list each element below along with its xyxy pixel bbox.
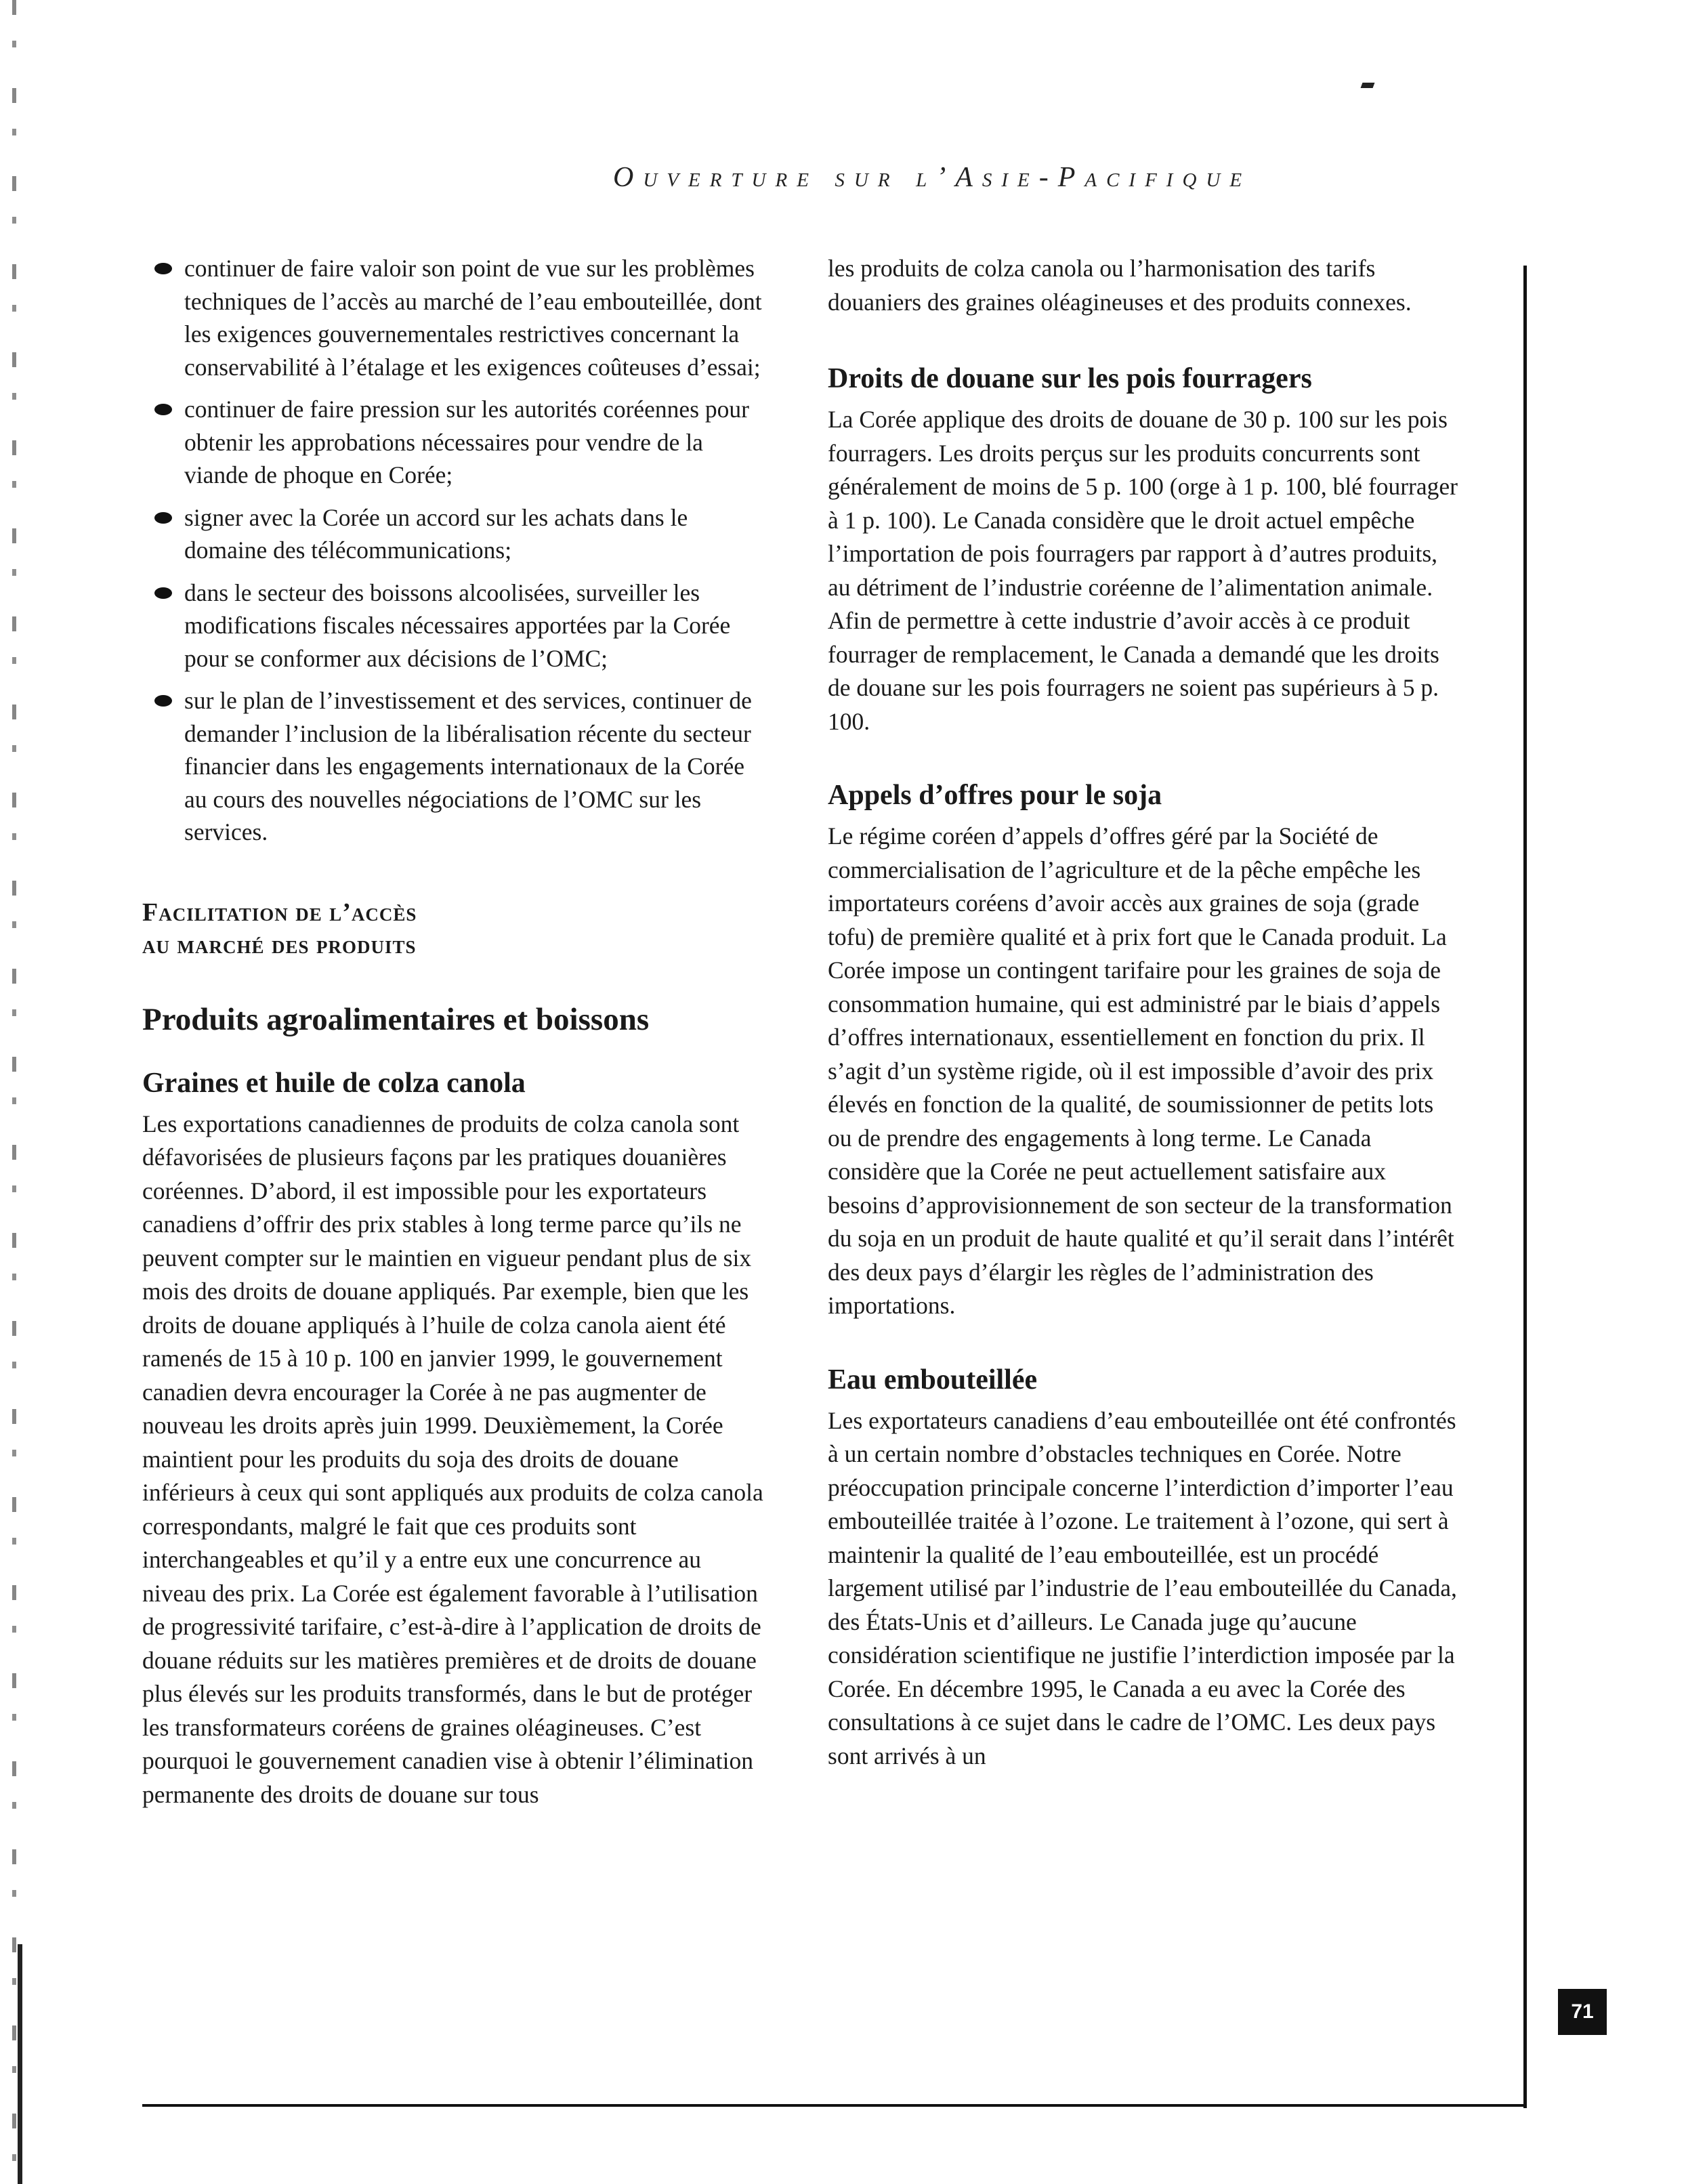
- bottom-rule: [142, 2104, 1527, 2107]
- bullet-icon: [154, 695, 172, 707]
- right-column: [828, 252, 1458, 1773]
- topic-heading: Droits de douane sur les pois fourragers: [828, 363, 1312, 394]
- topic-heading: Appels d’offres pour le soja: [828, 780, 1162, 811]
- vertical-rule: [1523, 266, 1527, 2108]
- section-heading: [142, 896, 765, 961]
- section-heading-line-2: au marché des produits: [142, 930, 417, 959]
- continuation-paragraph: les produits de colza canola ou l’harmonisation des tarifs douaniers des graines oléagineuses et des produits connexes.: [828, 255, 1412, 316]
- body-paragraph: La Corée applique des droits de douane de 30 p. 100 sur les pois fourragers. Les droits perçus sur les produits concurrents sont généralement de moins de 5 p. 100 (orge à 1 p. 100, blé fourrager à 1 p. 100). Le Canada considère que le droit actuel empêche l’importation de pois fourragers par rapport à d’autres produits, au détriment de l’industrie coréenne de l’alimentation animale. Afin de permettre à cette industrie d’avoir accès à ce produit fourrager de remplacement, le Canada a demandé que les droits de douane sur les pois fourragers ne soient pas supérieurs à 5 p. 100.: [828, 406, 1458, 735]
- bullet-icon: [154, 404, 172, 415]
- bullet-icon: [154, 587, 172, 599]
- scan-mark: [1361, 83, 1375, 88]
- subheading: Produits agroalimentaires et boissons: [142, 1001, 650, 1037]
- section-heading-line-1: Facilitation de l’accès: [142, 898, 417, 927]
- page-number: 71: [1558, 1989, 1607, 2035]
- scan-edge-artifact-bottom: [18, 1944, 22, 2184]
- body-paragraph: Le régime coréen d’appels d’offres géré par la Société de commercialisation de l’agriculture et de la pêche empêche les importateurs coréens d’avoir accès aux graines de soja (grade tofu) de première qualité et à prix fort que le Canada produit. La Corée impose un contingent tarifaire pour les graines de soja de consommation humaine, qui est administré par le biais d’appels d’offres internationaux, essentiellement en fonction du prix. Il s’agit d’un système rigide, où il est impossible d’avoir des prix élevés en fonction de la qualité, de soumissionner de petits lots ou de prendre des engagements à long terme. Le Canada considère que la Corée ne peut actuellement satisfaire aux besoins d’approvisionnement de son secteur de la transformation du soja en un produit de haute qualité et qu’il serait dans l’intérêt des deux pays d’élargir les règles de l’administration des importations.: [828, 822, 1454, 1319]
- list-item: dans le secteur des boissons alcoolisées, surveiller les modifications fiscales nécessaires apportées par la Corée pour se conformer aux décisions de l’OMC;: [142, 576, 765, 675]
- list-item: continuer de faire valoir son point de vue sur les problèmes techniques de l’accès au marché de l’eau embouteillée, dont les exigences gouvernementales restrictives concernant la conservabilité à l’étalage et les exigences coûteuses d’essai;: [142, 252, 765, 383]
- left-column: [142, 252, 765, 1811]
- scan-edge-artifact: [12, 0, 16, 2184]
- bullet-icon: [154, 263, 172, 274]
- list-item: signer avec la Corée un accord sur les achats dans le domaine des télécommunications;: [142, 501, 765, 567]
- running-head: Ouverture sur l’Asie-Pacifique: [613, 162, 1252, 193]
- list-item: continuer de faire pression sur les autorités coréennes pour obtenir les approbations nécessaires pour vendre de la viande de phoque en Corée;: [142, 393, 765, 492]
- topic-heading: Graines et huile de colza canola: [142, 1067, 526, 1099]
- topic-heading: Eau embouteillée: [828, 1364, 1038, 1395]
- body-paragraph: Les exportateurs canadiens d’eau embouteillée ont été confrontés à un certain nombre d’obstacles techniques en Corée. Notre préoccupation principale concerne l’interdiction d’importer l’eau embouteillée traitée à l’ozone. Le traitement à l’ozone, qui sert à maintenir la qualité de l’eau embouteillée, est un procédé largement utilisé par l’industrie de l’eau embouteillée du Canada, des États-Unis et d’ailleurs. Le Canada juge qu’aucune considération scientifique ne justifie l’interdiction imposée par la Corée. En décembre 1995, le Canada a eu avec la Corée des consultations à ce sujet dans le cadre de l’OMC. Les deux pays sont arrivés à un: [828, 1406, 1457, 1769]
- body-paragraph: Les exportations canadiennes de produits de colza canola sont défavorisées de plusieurs façons par les pratiques douanières coréennes. D’abord, il est impossible pour les exportateurs canadiens d’offrir des prix stables à long terme parce qu’ils ne peuvent compter sur le maintien en vigueur pendant plus de six mois des droits de douane appliqués. Par exemple, bien que les droits de douane appliqués à l’huile de colza canola aient été ramenés de 15 à 10 p. 100 en janvier 1999, le gouvernement canadien devra encourager la Corée à ne pas augmenter de nouveau les droits après juin 1999. Deuxièmement, la Corée maintient pour les produits du soja des droits de douane inférieurs à ceux qui sont appliqués aux produits de colza canola correspondants, malgré le fait que ces produits sont interchangeables et qu’il y a entre eux une concurrence au niveau des prix. La Corée est également favorable à l’utilisation de progressivité tarifaire, c’est-à-dire à l’application de droits de douane réduits sur les matières premières et de droits de douane plus élevés sur les produits transformés, dans le but de protéger les transformateurs coréens de graines oléagineuses. C’est pourquoi le gouvernement canadien vise à obtenir l’élimination permanente des droits de douane sur tous: [142, 1110, 763, 1808]
- bullet-icon: [154, 512, 172, 524]
- bullet-list: [142, 252, 765, 849]
- list-item: sur le plan de l’investissement et des services, continuer de demander l’inclusion de la libéralisation récente du secteur financier dans les engagements internationaux de la Corée au cours des nouvelles négociations de l’OMC sur les services.: [142, 684, 765, 849]
